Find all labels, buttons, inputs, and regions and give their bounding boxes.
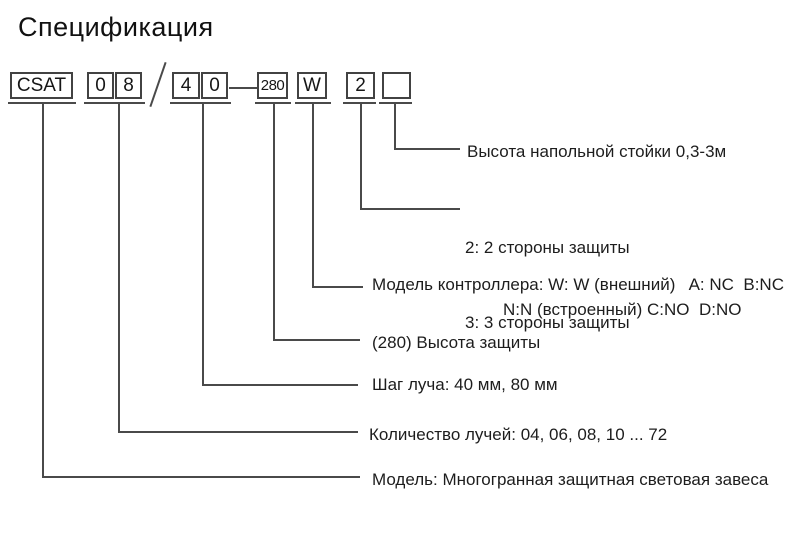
connector-horizontal-pitch bbox=[202, 384, 358, 386]
connector-vertical-sides bbox=[360, 104, 362, 210]
code-box-height: 280 bbox=[257, 72, 288, 99]
label-sides-line2: 3: 3 стороны защиты bbox=[465, 313, 630, 332]
label-model: Модель: Многогранная защитная световая завеса bbox=[372, 470, 769, 489]
label-sides-line1: 2: 2 стороны защиты bbox=[465, 238, 630, 257]
dash-separator bbox=[229, 87, 257, 89]
connector-horizontal-sides bbox=[360, 208, 460, 210]
connector-vertical-stand bbox=[394, 104, 396, 150]
label-beam-count: Количество лучей: 04, 06, 08, 10 ... 72 bbox=[369, 425, 668, 444]
code-box-beams-tens: 0 bbox=[87, 72, 114, 99]
underline-beams bbox=[84, 102, 145, 104]
label-beam-pitch: Шаг луча: 40 мм, 80 мм bbox=[372, 375, 558, 394]
label-controller-line2: N:N (встроенный) C:NO D:NO bbox=[503, 300, 742, 319]
label-controller-line1: Модель контроллера: W: W (внешний) A: NC B:NC bbox=[372, 275, 784, 294]
code-box-sides: 2 bbox=[346, 72, 375, 99]
connector-vertical-model bbox=[42, 104, 44, 478]
connector-vertical-beams bbox=[118, 104, 120, 433]
code-box-pitch-tens: 4 bbox=[172, 72, 200, 99]
page-title: Спецификация bbox=[18, 12, 214, 42]
code-box-stand-empty bbox=[382, 72, 411, 99]
underline-pitch bbox=[170, 102, 231, 104]
connector-vertical-controller bbox=[312, 104, 314, 288]
code-box-controller: W bbox=[297, 72, 327, 99]
label-floor-stand: Высота напольной стойки 0,3-3м bbox=[467, 142, 727, 161]
connector-vertical-pitch bbox=[202, 104, 204, 386]
code-box-series: CSAT bbox=[10, 72, 73, 99]
connector-horizontal-controller bbox=[312, 286, 363, 288]
connector-horizontal-beams bbox=[118, 431, 358, 433]
slash-separator bbox=[149, 62, 166, 107]
connector-horizontal-height bbox=[273, 339, 360, 341]
label-protection-height: (280) Высота защиты bbox=[372, 333, 541, 352]
connector-vertical-height bbox=[273, 104, 275, 341]
connector-horizontal-stand bbox=[394, 148, 460, 150]
connector-horizontal-model bbox=[42, 476, 360, 478]
code-box-pitch-ones: 0 bbox=[201, 72, 228, 99]
code-box-beams-ones: 8 bbox=[115, 72, 142, 99]
